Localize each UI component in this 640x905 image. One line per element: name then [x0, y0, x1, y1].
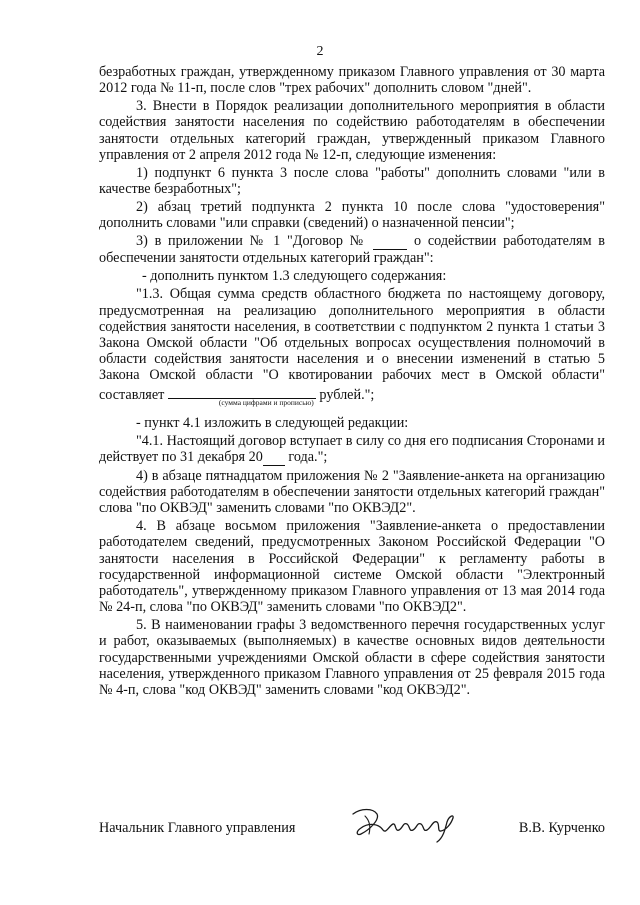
handwritten-signature: [347, 804, 459, 848]
paragraph-quote-1-3: [99, 286, 605, 407]
signatory-title: Начальник Главного управления: [99, 820, 296, 836]
document-body: [99, 64, 605, 700]
spacer: [99, 405, 605, 415]
year-blank: [263, 449, 285, 466]
paragraph-item-4-1-intro: - пункт 4.1 изложить в следующей редакции:: [136, 414, 409, 431]
paragraph-subitem-1: 1) подпункт 6 пункта 3 после слова "работы" дополнить словами "или в качестве безработных";: [99, 164, 605, 198]
paragraph-subitem-2: 2) абзац третий подпункта 2 пункта 10 после слова "удостоверения" дополнить словами "или справки (сведений) о назначенной пенсии";: [99, 199, 605, 232]
contract-number-blank: [373, 233, 407, 250]
paragraph-quote-4-1: [99, 433, 605, 466]
paragraph-item-4: 4. В абзаце восьмом приложения "Заявление-анкета о предоставлении работодателем сведений, предусмотренных Законом Российской Федерации "О занятости населения в Российской Федерации" к регламенту работы в государственной информационной системе Омской области "Электронный работодатель", утвержденному приказом Главного управления от 13 мая 2014 года № 24-п, слова "по ОКВЭД" заменить словами "по ОКВЭД2".: [99, 518, 605, 616]
quote-1-3-end: рублей.";: [319, 386, 375, 403]
page-number: 2: [316, 44, 324, 59]
signatory-name: В.В. Курченко: [518, 820, 605, 836]
subitem-3-text-end: о содействии работодателям в обеспечении занятости отдельных категорий граждан":: [99, 233, 606, 267]
paragraph-subitem-3: [99, 233, 605, 266]
quote-4-1-end: года.";: [288, 448, 328, 465]
quote-1-3-text: "1.3. Общая сумма средств областного бюджета по настоящему договору, предусмотренная на реализацию дополнительного мероприятия в области содействия занятости населения, в соответствии с подпунктом 2 пункта 1 статьи 3 Закона Омской области "Об отдельных вопросах осуществления полномочий в области содействия занятости населения и о внесении изменений в статью 5 Закона Омской области "О квотировании рабочих мест в Омской области" составляет: [99, 286, 605, 403]
sum-caption: (сумма цифрами и прописью): [218, 397, 314, 407]
sum-blank: [168, 384, 316, 407]
paragraph-item-3: 3. Внести в Порядок реализации дополнительного мероприятия в области содействия занятости населения по содействию работодателям в обеспечении занятости отдельных категорий граждан, утвержденный приказом Главного управления от 2 апреля 2012 года № 12-п, следующие изменения:: [99, 98, 605, 163]
paragraph-continuation: безработных граждан, утвержденному приказом Главного управления от 30 марта 2012 года № 11-п, после слов "трех рабочих" дополнить словом "дней".: [99, 64, 605, 97]
paragraph-item-5: 5. В наименовании графы 3 ведомственного перечня государственных услуг и работ, оказываемых (выполняемых) в качестве основных видов деятельности государственными учреждениями Омской области в сфере содействия занятости населения, утвержденного приказом Главного управления от 25 февраля 2015 года № 4-п, слова "код ОКВЭД" заменить словами "код ОКВЭД2".: [99, 617, 605, 699]
paragraph-subitem-4: 4) в абзаце пятнадцатом приложения № 2 "Заявление-анкета на организацию содействия работодателям в обеспечении занятости отдельных категорий граждан" слова "по ОКВЭД" заменить словами "по ОКВЭД2".: [99, 467, 605, 517]
signature-block: [99, 818, 605, 848]
paragraph-add-item: - дополнить пунктом 1.3 следующего содержания:: [142, 268, 447, 285]
quote-4-1-text: "4.1. Настоящий договор вступает в силу со дня его подписания Сторонами и действует по 31 декабря 20: [99, 432, 605, 465]
subitem-3-text-start: 3) в приложении № 1 "Договор №: [136, 233, 367, 250]
